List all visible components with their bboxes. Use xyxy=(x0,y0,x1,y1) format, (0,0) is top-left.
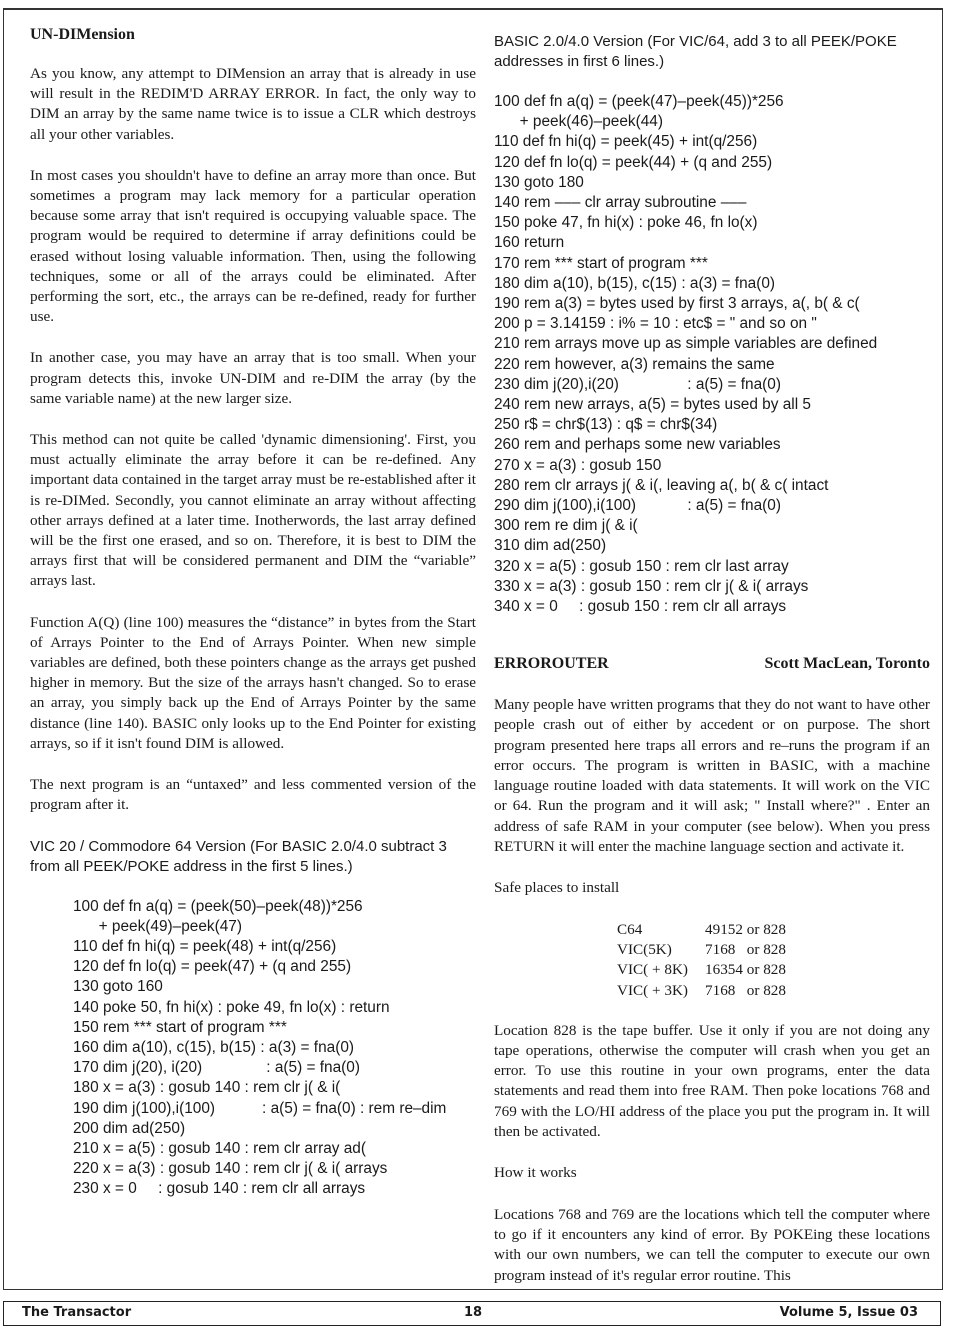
article-author: Scott MacLean, Toronto xyxy=(764,655,930,673)
code-listing-vic-c64 xyxy=(30,897,476,1200)
code-line: 150 rem *** start of program *** xyxy=(73,1018,287,1036)
address-cell: 16354 or 828 xyxy=(705,961,786,979)
code-line: 270 x = a(3) : gosub 150 xyxy=(494,456,662,474)
paragraph: Location 828 is the tape buffer. Use it only if you are not doing any tape operations, otherwise the computer will crash when you get an error. To use this routine in your own programs, enter the data statements and read them into free RAM. Then poke locations 768 and 769 with the LO/HI address of the place you put the program in. It will then be activated. xyxy=(494,1021,930,1140)
paragraph: In most cases you shouldn't have to define an array more than once. But sometimes a program may lack memory for a particular operation because some array that isn't required is occupying valuable space. The program would be required to determine if array definitions could be erased without losing valuable information. Then, using the following techniques, some or all of the arrays could be eliminated. After performing the sort, etc., the arrays can be re-defined, ready for further use. xyxy=(30,166,476,326)
address-cell: 49152 or 828 xyxy=(705,920,786,938)
paragraph: In another case, you may have an array that is too small. When your program detects this, invoke UN-DIM and re-DIM the array (by the same variable name) at the new larger size. xyxy=(30,349,476,407)
code-line: 150 poke 47, fn hi(x) : poke 46, fn lo(x) xyxy=(494,214,758,232)
code-line: 100 def fn a(q) = (peek(47)–peek(45))*256 xyxy=(494,93,784,110)
table-row xyxy=(617,981,786,1001)
table-row xyxy=(617,960,786,980)
code-line: 140 rem ––– clr array subroutine ––– xyxy=(494,194,747,212)
left-column xyxy=(30,26,476,1200)
machine-cell: VIC( + 8K) xyxy=(617,961,688,979)
code-line: 180 x = a(3) : gosub 140 : rem clr j( & i( xyxy=(73,1079,341,1097)
code-line: 130 goto 180 xyxy=(494,173,584,191)
address-cell: 7168 or 828 xyxy=(705,941,786,959)
paragraph: This method can not quite be called 'dynamic dimensioning'. First, you must actually eliminate the array before it can be re-defined. Any important data contained in the target array must be re-established after it is re-DIMed. Secondly, you cannot eliminate an array without affecting other arrays defined at a later time. Inotherwords, the last array defined will be the first one erased, and so on. Therefore, it is best to DIM the arrays first that will be considered permanent and DIM the “variable” arrays last. xyxy=(30,431,476,590)
code-line: 130 goto 160 xyxy=(73,978,163,996)
code-line: 110 def fn hi(q) = peek(45) + int(q/256) xyxy=(494,133,758,151)
paragraph: Locations 768 and 769 are the locations which tell the computer where to go if it encounters any kind of error. By POKEing these locations with our own numbers, we can tell the computer to execute our own program instead of it's regular error routine. This xyxy=(494,1205,930,1284)
code-line: 220 x = a(3) : gosub 140 : rem clr j( & i( arrays xyxy=(73,1160,388,1178)
code-line: 160 dim a(10), c(15), b(15) : a(3) = fna(0) xyxy=(73,1038,354,1056)
code-line: 160 return xyxy=(494,234,565,252)
paragraph: Function A(Q) (line 100) measures the “distance” in bytes from the Start of Arrays Pointer to the End of Arrays Pointer. When new simple variables are defined, both these pointers change as the arrays get pushed higher in memory. But the size of the arrays hasn't changed. So to erase an array, you simply back up the End of Arrays Pointer by the same distance (line 140). BASIC only looks up to the End Pointer for existing arrays, so if it isn't found DIM is allowed. xyxy=(30,613,476,752)
how-it-works-heading: How it works xyxy=(494,1163,577,1181)
code-listing-basic-2-4 xyxy=(494,92,930,617)
code-line: 300 rem re dim j( & i( xyxy=(494,517,638,535)
code-line: 320 x = a(5) : gosub 150 : rem clr last array xyxy=(494,557,789,575)
issue-label: Volume 5, Issue 03 xyxy=(779,1305,918,1320)
code-intro-vic-c64: VIC 20 / Commodore 64 Version (For BASIC 2.0/4.0 subtract 3 from all PEEK/POKE address in the first 5 lines.) xyxy=(30,837,447,875)
code-line: 280 rem clr arrays j( & i(, leaving a(, b( & c( intact xyxy=(494,476,829,494)
machine-cell: VIC(5K) xyxy=(617,941,672,959)
code-line: 290 dim j(100),i(100) : a(5) = fna(0) xyxy=(494,497,781,515)
safe-places-heading: Safe places to install xyxy=(494,878,620,896)
machine-cell: VIC( + 3K) xyxy=(617,981,688,999)
code-line: + peek(49)–peek(47) xyxy=(73,917,242,935)
safe-places-table xyxy=(617,920,786,1001)
page-frame xyxy=(3,8,943,1290)
code-line: 250 r$ = chr$(13) : q$ = chr$(34) xyxy=(494,416,718,434)
right-column xyxy=(494,32,930,1307)
code-line: 170 dim j(20), i(20) : a(5) = fna(0) xyxy=(73,1059,360,1077)
table-row xyxy=(617,920,786,940)
code-line: 240 rem new arrays, a(5) = bytes used by all 5 xyxy=(494,396,811,414)
paragraph: The next program is an “untaxed” and less commented version of the program after it. xyxy=(30,776,476,814)
code-line: 190 dim j(100),i(100) : a(5) = fna(0) : rem re–dim xyxy=(73,1099,447,1117)
page-number: 18 xyxy=(464,1305,483,1320)
code-line: 100 def fn a(q) = (peek(50)–peek(48))*256 xyxy=(73,897,363,915)
code-line: 230 dim j(20),i(20) : a(5) = fna(0) xyxy=(494,375,781,393)
code-line: + peek(46)–peek(44) xyxy=(494,113,663,131)
code-line: 220 rem however, a(3) remains the same xyxy=(494,355,775,373)
code-line: 140 poke 50, fn hi(x) : poke 49, fn lo(x) : return xyxy=(73,998,390,1016)
code-line: 330 x = a(3) : gosub 150 : rem clr j( & i( arrays xyxy=(494,577,809,595)
article-heading-errorouter xyxy=(494,655,930,673)
paragraph: As you know, any attempt to DIMension an array that is already in use will result in the REDIM'D ARRAY ERROR. In fact, the only way to DIM an array by the same name twice is to issue a CLR which destroys all your other variables. xyxy=(30,65,476,143)
code-line: 200 dim ad(250) xyxy=(73,1119,186,1137)
address-cell: 7168 or 828 xyxy=(705,981,786,999)
publication-name: The Transactor xyxy=(22,1305,132,1320)
article-heading-undimension: UN-DIMension xyxy=(30,26,135,43)
code-line: 200 p = 3.14159 : i% = 10 : etc$ = " and so on " xyxy=(494,315,817,333)
code-intro-basic-2-4: BASIC 2.0/4.0 Version (For VIC/64, add 3 to all PEEK/POKE addresses in first 6 lines.) xyxy=(494,33,897,70)
page-footer xyxy=(3,1301,941,1326)
code-line: 180 dim a(10), b(15), c(15) : a(3) = fna(0) xyxy=(494,274,775,292)
code-line: 120 def fn lo(q) = peek(44) + (q and 255) xyxy=(494,153,773,171)
code-line: 210 rem arrays move up as simple variables are defined xyxy=(494,335,878,353)
code-line: 110 def fn hi(q) = peek(48) + int(q/256) xyxy=(73,937,337,955)
code-line: 190 rem a(3) = bytes used by first 3 arrays, a(, b( & c( xyxy=(494,295,860,313)
code-line: 260 rem and perhaps some new variables xyxy=(494,436,781,454)
table-row xyxy=(617,940,786,960)
article-title: ERROROUTER xyxy=(494,655,609,673)
code-line: 120 def fn lo(q) = peek(47) + (q and 255) xyxy=(73,958,352,976)
code-line: 310 dim ad(250) xyxy=(494,537,607,555)
machine-cell: C64 xyxy=(617,920,643,938)
code-line: 230 x = 0 : gosub 140 : rem clr all arrays xyxy=(73,1180,366,1198)
code-line: 340 x = 0 : gosub 150 : rem clr all arrays xyxy=(494,598,787,616)
code-line: 210 x = a(5) : gosub 140 : rem clr array ad( xyxy=(73,1139,366,1157)
code-line: 170 rem *** start of program *** xyxy=(494,254,708,272)
paragraph: Many people have written programs that they do not want to have other people crash out of either by accedent or on purpose. The short program presented here traps all errors and re–runs the program if an error occurs. The program is written in BASIC, with a machine language routine loaded with data statements. It will work on the VIC or 64. Run the program and it will ask; " Install where?" . Enter an address of safe RAM in your computer (see below). When you press RETURN it will enter the machine language section and activate it. xyxy=(494,696,930,855)
